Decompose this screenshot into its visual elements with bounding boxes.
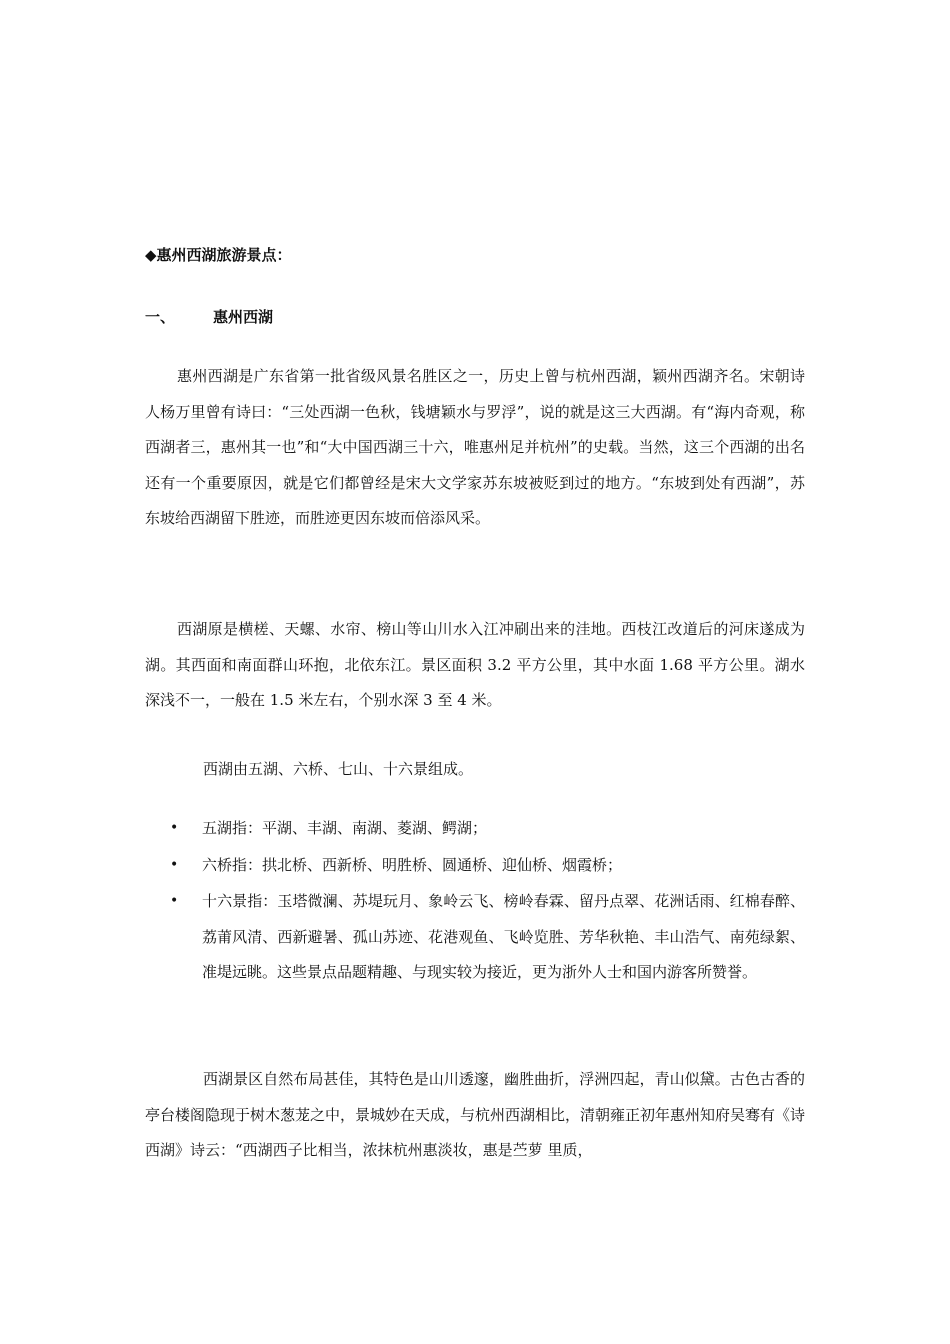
section-title <box>145 306 273 328</box>
paragraph-intro: 惠州西湖是广东省第一批省级风景名胜区之一，历史上曾与杭州西湖，颖州西湖齐名。宋朝诗人杨万里曾有诗曰：“三处西湖一色秋，钱塘颖水与罗浮”，说的就是这三大西湖。有“海内奇观，称西湖者三，惠州其一也”和“大中国西湖三十六，唯惠州足并杭州”的史载。当然，这三个西湖的出名还有一个重要原因，就是它们都曾经是宋大文学家苏东坡被贬到过的地方。“东坡到处有西湖”，苏东坡给西湖留下胜迹，而胜迹更因东坡而倍添风采。 <box>145 367 805 527</box>
list-item <box>145 884 805 991</box>
list-item-text: 五湖指：平湖、丰湖、南湖、菱湖、鳄湖； <box>202 819 488 837</box>
bullet-list <box>145 811 805 992</box>
paragraph-geography: 西湖原是横槎、天螺、水帘、榜山等山川水入江冲刷出来的洼地。西枝江改道后的河床遂成为湖。其西面和南面群山环抱，北依东江。景区面积 3.2 平方公里，其中水面 1.68 平方公里。湖水深浅不一，一般在 1.5 米左右，个别水深 3 至 4 米。 <box>145 620 805 709</box>
paragraph-landscape: 西湖景区自然布局甚佳，其特色是山川透邃，幽胜曲折，浮洲四起，青山似黛。古色古香的亭台楼阁隐现于树木葱茏之中，景城妙在天成，与杭州西湖相比，清朝雍正初年惠州知府吴骞有《诗西湖》诗云：“西湖西子比相当，浓抹杭州惠淡妆，惠是苎萝 里质， <box>145 1070 806 1159</box>
list-item-text: 六桥指：拱北桥、西新桥、明胜桥、圆通桥、迎仙桥、烟霞桥； <box>202 855 623 874</box>
list-item-text: 十六景指：玉塔微澜、苏堤玩月、象岭云飞、榜岭春霖、留丹点翠、花洲话雨、红棉春醉、荔莆风清、西新避暑、孤山苏迹、花港观鱼、飞岭览胜、芳华秋艳、丰山浩气、南苑绿絮、准堤远眺。这些景点品题精趣、与现实较为接近，更为浙外人士和国内游客所赞誉。 <box>202 892 805 981</box>
bullet-icon: • <box>170 893 179 909</box>
section-title-text: 惠州西湖 <box>213 308 274 326</box>
document-heading: ◆惠州西湖旅游景点： <box>145 246 292 264</box>
section-number: 一、 <box>145 308 176 326</box>
bullet-icon: • <box>170 856 179 873</box>
list-item <box>145 848 805 884</box>
bullet-icon: • <box>170 820 179 836</box>
paragraph-composition: 西湖由五湖、六桥、七山、十六景组成。 <box>203 760 474 778</box>
list-item <box>145 811 805 847</box>
